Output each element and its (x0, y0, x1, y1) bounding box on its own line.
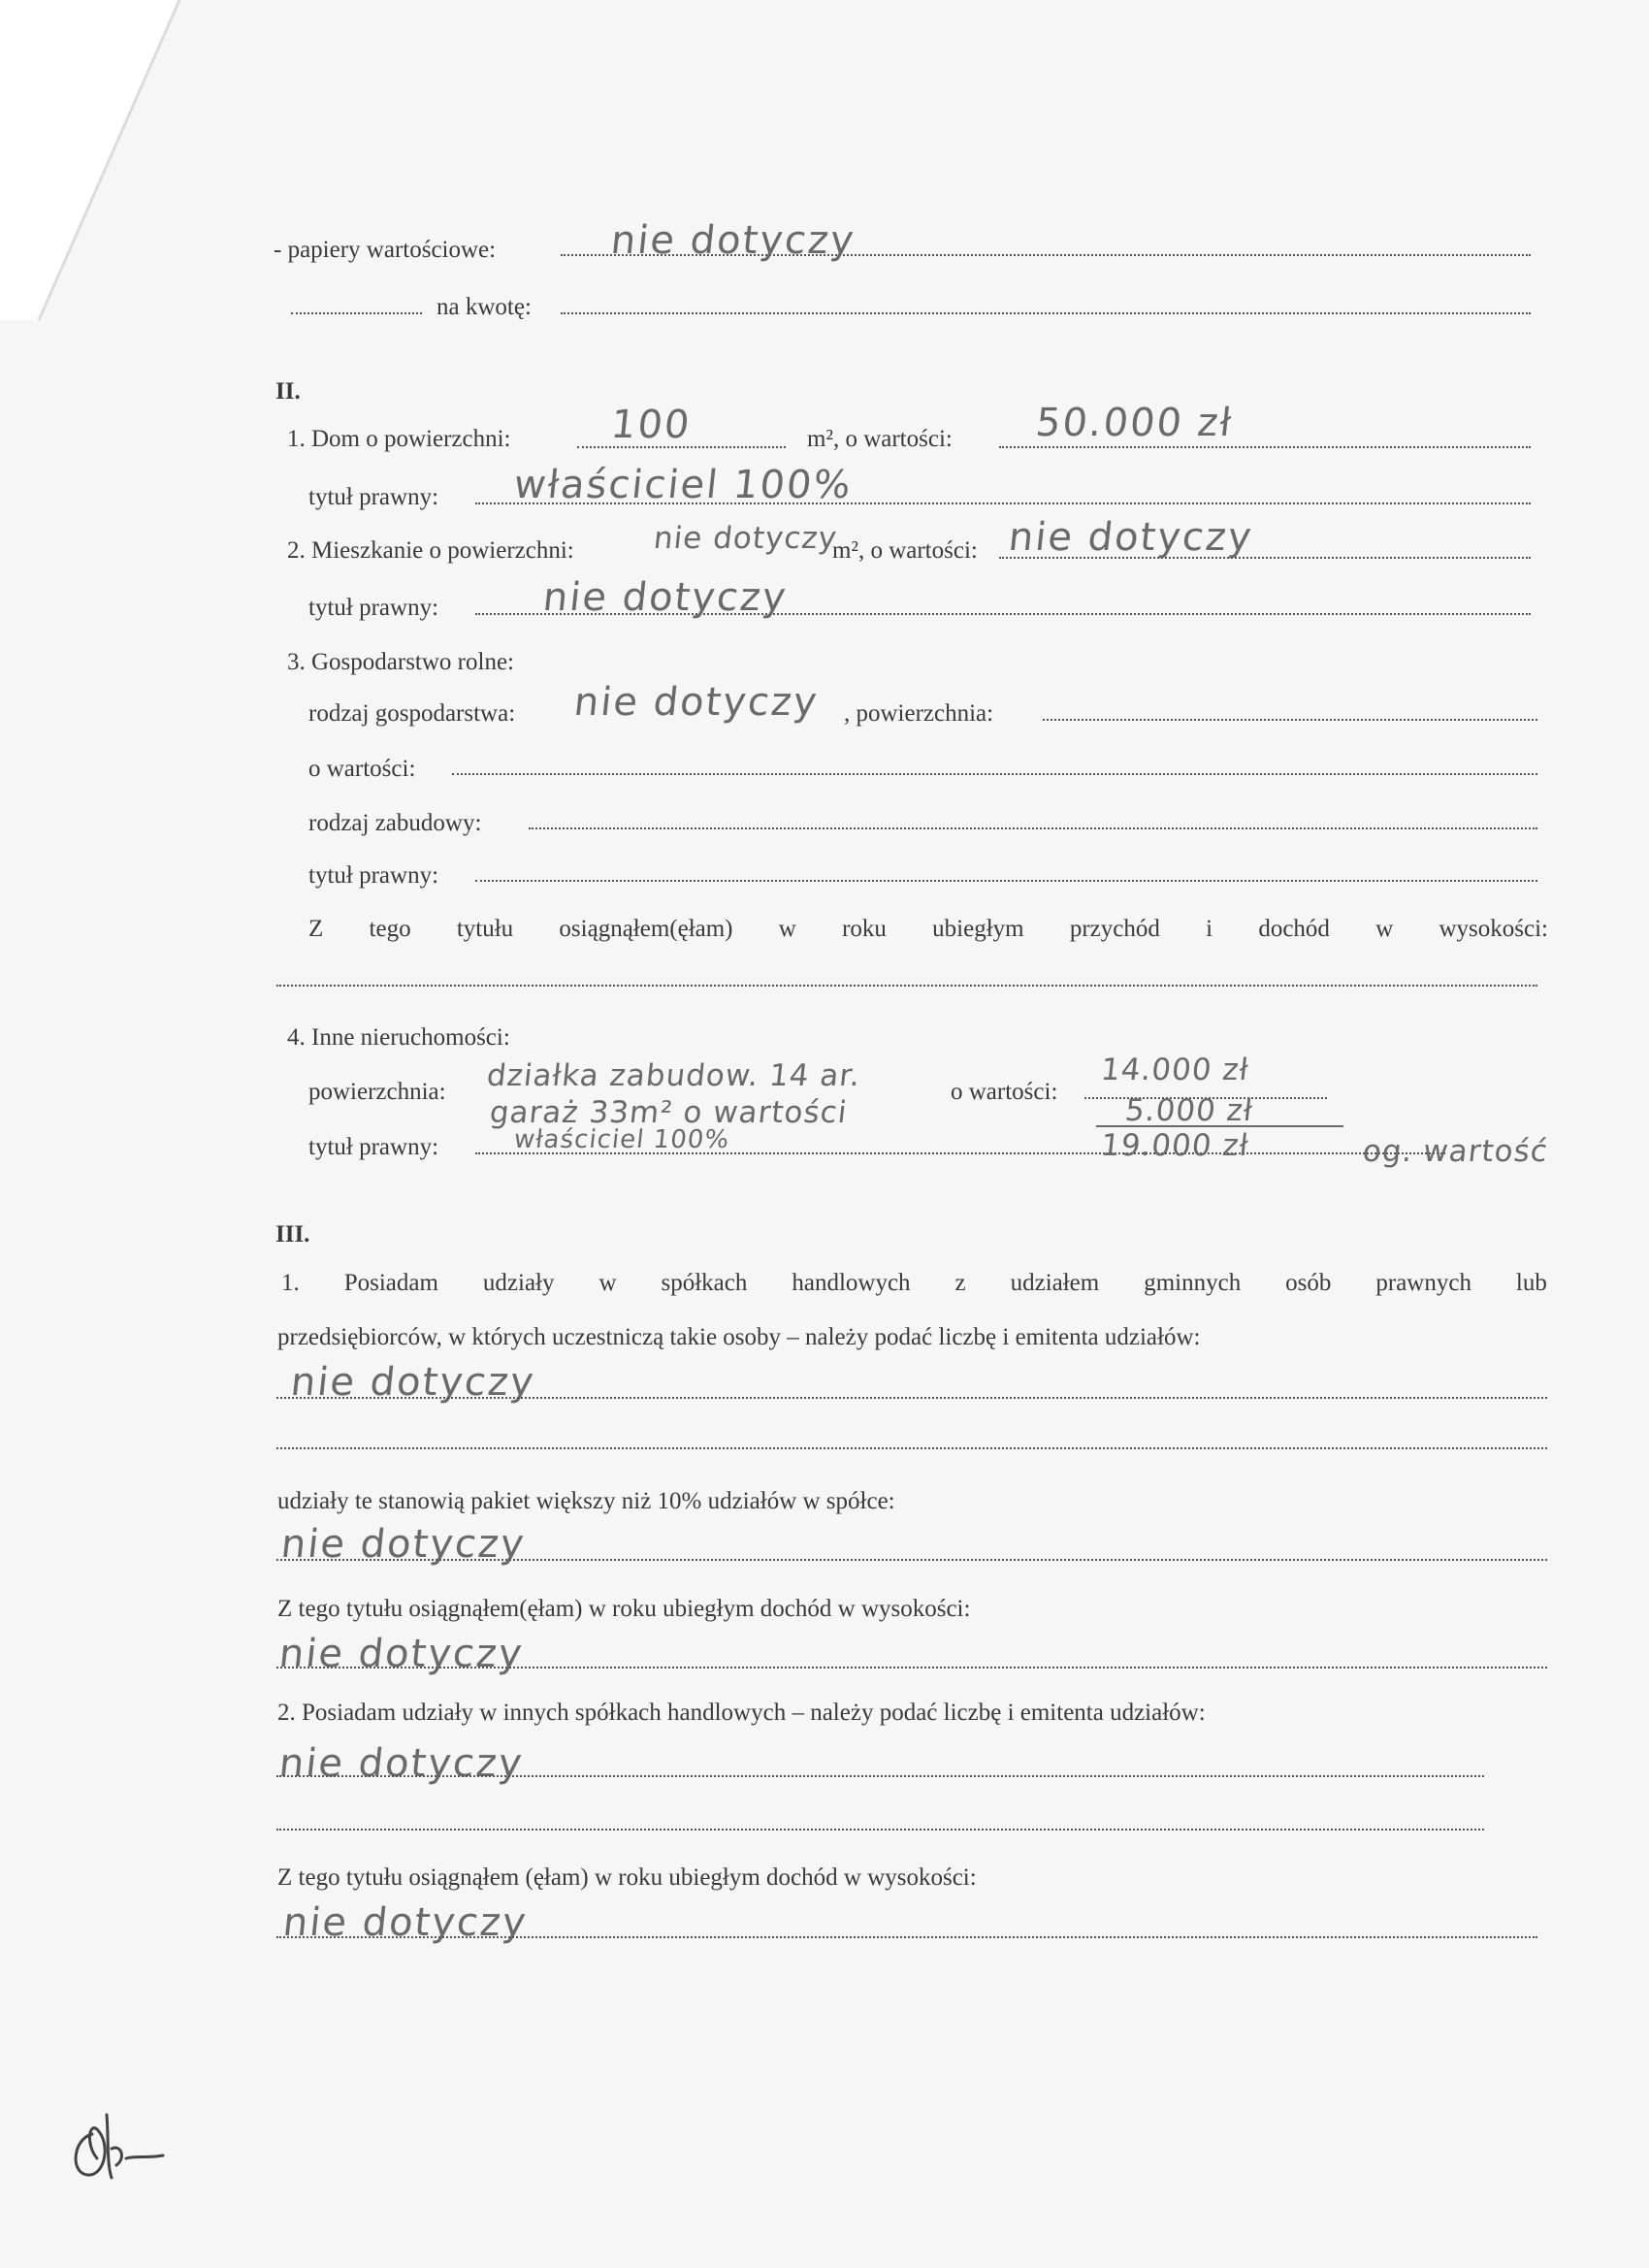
other-shares-label: 2. Posiadam udziały w innych spółkach handlowych – należy podać liczbę i emitenta udziałów: (277, 1700, 1206, 1726)
word: prawnych (1375, 1270, 1471, 1296)
word: wysokości: (1439, 916, 1548, 942)
dotted-line (276, 985, 1537, 987)
word: przychód (1069, 916, 1160, 942)
word: i (1206, 916, 1213, 942)
handwritten-flat-title: nie dotyczy (540, 575, 791, 620)
handwritten-other-title: właściciel 100% (512, 1125, 731, 1154)
dotted-line (276, 1829, 1484, 1831)
word: roku (842, 916, 887, 942)
dotted-line (561, 312, 1531, 314)
dotted-line (276, 1775, 1484, 1777)
word: w (1375, 916, 1394, 942)
word: tytułu (456, 916, 514, 942)
dotted-line (276, 1667, 1547, 1669)
house-title-label: tytuł prawny: (308, 484, 439, 510)
flat-title-label: tytuł prawny: (308, 595, 439, 621)
handwritten-income-1: nie dotyczy (276, 1632, 527, 1676)
handwritten-flat-area: nie dotyczy (652, 521, 839, 556)
house-value-label: m², o wartości: (807, 426, 953, 452)
flat-value-label: m², o wartości: (832, 537, 978, 564)
dotted-line (291, 312, 422, 314)
handwritten-shares: nie dotyczy (288, 1360, 538, 1405)
handwritten-shares-10: nie dotyczy (278, 1522, 529, 1567)
farm-type-label: rodzaj gospodarstwa: (308, 700, 516, 727)
income-1-label: Z tego tytułu osiągnąłem(ęłam) w roku ubiegłym dochód w wysokości: (277, 1596, 971, 1622)
dotted-line (276, 1936, 1537, 1938)
farm-area-label: , powierzchnia: (844, 700, 994, 727)
word: udziałem (1010, 1270, 1100, 1296)
word: Z (308, 916, 324, 942)
amount-label: na kwotę: (436, 294, 532, 320)
word: z (954, 1270, 966, 1296)
handwritten-other-value-1: 14.000 zł (1099, 1053, 1251, 1087)
word: w (778, 916, 796, 942)
word: spółkach (661, 1270, 748, 1296)
dotted-line (475, 880, 1537, 882)
shares-line-2: przedsiębiorców, w których uczestniczą takie osoby – należy podać liczbę i emitenta udziałów: (277, 1324, 1201, 1350)
handwritten-flat-value: nie dotyczy (1006, 515, 1256, 560)
handwritten-securities: nie dotyczy (608, 218, 858, 263)
house-label: 1. Dom o powierzchni: (287, 426, 511, 452)
handwritten-farm-type: nie dotyczy (571, 680, 822, 725)
handwritten-house-title: właściciel 100% (511, 463, 855, 507)
word: tego (369, 916, 411, 942)
other-area-label: powierzchnia: (308, 1079, 446, 1105)
handwritten-other-total: 19.000 zł (1099, 1128, 1251, 1163)
word: ubiegłym (932, 916, 1024, 942)
other-property-label: 4. Inne nieruchomości: (287, 1024, 510, 1051)
dotted-line (529, 827, 1537, 829)
farm-income-line (308, 917, 1548, 941)
signature-initials (58, 2105, 175, 2192)
word: dochód (1258, 916, 1330, 942)
word: udziały (482, 1270, 555, 1296)
handwritten-other-area-2: garaż 33m² o wartości (488, 1095, 850, 1130)
dotted-line (452, 773, 1537, 775)
sum-underline (1096, 1125, 1343, 1127)
dotted-line (276, 1559, 1547, 1561)
income-2-label: Z tego tytułu osiągnąłem (ęłam) w roku ubiegłym dochód w wysokości: (277, 1864, 977, 1891)
dotted-line (276, 1397, 1547, 1399)
word: gminnych (1144, 1270, 1242, 1296)
handwritten-total-note: og. wartość (1361, 1134, 1550, 1169)
farm-build-label: rodzaj zabudowy: (308, 810, 482, 836)
dotted-line (1043, 719, 1537, 721)
farm-label: 3. Gospodarstwo rolne: (287, 649, 514, 675)
flat-label: 2. Mieszkanie o powierzchni: (287, 537, 574, 564)
handwritten-income-2: nie dotyczy (280, 1900, 531, 1945)
word: handlowych (792, 1270, 911, 1296)
handwritten-other-area-1: działka zabudow. 14 ar. (485, 1058, 863, 1093)
word: osiągnąłem(ęłam) (559, 916, 733, 942)
word: osób (1285, 1270, 1332, 1296)
word: lub (1515, 1270, 1547, 1296)
shares-line-1 (281, 1271, 1547, 1295)
other-title-label: tytuł prawny: (308, 1134, 439, 1160)
word: Posiadam (343, 1270, 438, 1296)
handwritten-house-value: 50.000 zł (1033, 401, 1236, 445)
securities-label: - papiery wartościowe: (274, 237, 497, 263)
dotted-line (276, 1447, 1547, 1449)
handwritten-house-area: 100 (608, 403, 694, 447)
word: 1. (281, 1270, 300, 1296)
dotted-line (999, 446, 1531, 448)
farm-title-label: tytuł prawny: (308, 862, 439, 889)
handwritten-other-value-2: 5.000 zł (1123, 1093, 1255, 1128)
farm-value-label: o wartości: (308, 756, 416, 782)
word: w (598, 1270, 617, 1296)
handwritten-other-shares: nie dotyczy (276, 1741, 527, 1786)
other-value-label: o wartości: (951, 1079, 1058, 1105)
shares-10-label: udziały te stanowią pakiet większy niż 10% udziałów w spółce: (277, 1488, 895, 1514)
section-ii-heading: II. (275, 378, 301, 405)
section-iii-heading: III. (275, 1221, 310, 1247)
